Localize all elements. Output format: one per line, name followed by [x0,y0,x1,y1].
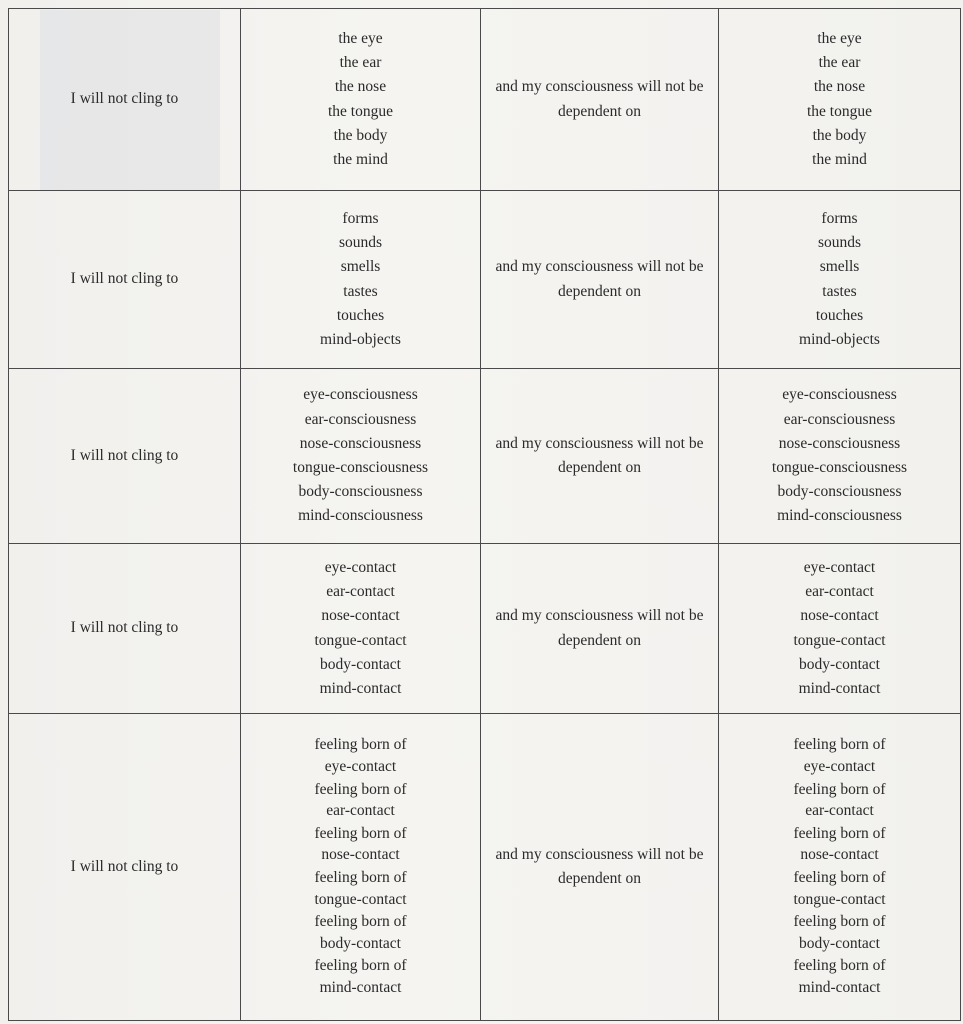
table-row [9,369,961,544]
list-item: sounds [817,234,862,252]
list-item: the ear [818,54,861,72]
sense-list-cell [719,191,961,369]
sense-list-cell [241,369,481,544]
sense-list-cell [241,9,481,191]
list-item: body-contact [320,655,401,673]
feeling-item [723,823,956,866]
list-item: mind-contact [319,978,402,996]
sense-list-cell [719,369,961,544]
list-item: body-consciousness [298,483,423,501]
list-item: ear-contact [805,802,874,820]
list-item: sounds [338,234,383,252]
list-item: mind-objects [320,330,401,348]
feeling-item [245,911,476,954]
list-item: ear-consciousness [304,410,417,428]
cling-label-cell [9,9,241,191]
list-item: the tongue [328,102,393,120]
sense-list-cell [719,544,961,714]
list-item: tongue-contact [793,631,886,649]
list-item: mind-consciousness [298,507,423,525]
list-item: smells [340,258,381,276]
cling-label-cell [9,369,241,544]
list-item: eye-contact [803,758,876,776]
dependence-cell [481,9,719,191]
list-item: mind-contact [319,679,402,697]
list-item: mind-contact [798,978,881,996]
feeling-prefix: feeling born of [314,957,407,975]
list-item: tongue-contact [314,890,407,908]
list-item: touches [815,306,864,324]
dependence-text: and my consciousness will not be dependent on [495,78,704,120]
feeling-list-cell [719,714,961,1021]
list-item: ear-contact [326,583,395,601]
list-item: the nose [813,78,866,96]
list-item: mind-consciousness [777,507,902,525]
list-item: forms [821,209,858,227]
feeling-item [723,911,956,954]
list-item: body-contact [799,934,880,952]
list-item: eye-consciousness [303,386,418,404]
list-item: nose-contact [800,607,879,625]
feeling-item [245,823,476,866]
cling-label-cell [9,191,241,369]
feeling-prefix: feeling born of [314,736,407,754]
feeling-item [245,867,476,910]
list-item: body-consciousness [777,483,902,501]
feeling-prefix: feeling born of [793,957,886,975]
list-item: smells [819,258,860,276]
list-item: nose-contact [321,846,400,864]
feeling-item [723,779,956,822]
cling-label-cell [9,544,241,714]
feeling-item [245,734,476,777]
list-item: the eye [817,29,862,47]
list-item: forms [342,209,379,227]
cling-label-cell [9,714,241,1021]
dependence-text: and my consciousness will not be dependent on [495,607,704,649]
cling-label: I will not cling to [70,90,179,108]
feeling-item [723,734,956,777]
dependence-text: and my consciousness will not be dependent on [495,845,704,887]
feeling-list-cell [241,714,481,1021]
list-item: eye-contact [803,558,876,576]
list-item: the ear [339,54,382,72]
list-item: touches [336,306,385,324]
table-row [9,191,961,369]
feeling-item [245,779,476,822]
list-item: body-contact [799,655,880,673]
feeling-item [723,867,956,910]
list-item: tongue-consciousness [771,459,908,476]
list-item: mind-contact [798,679,881,697]
list-item: eye-contact [324,558,397,576]
list-item: ear-contact [805,583,874,601]
feeling-prefix: feeling born of [793,913,886,931]
list-item: the body [333,126,388,144]
dependence-text: and my consciousness will not be dependent on [495,258,704,300]
cling-label: I will not cling to [70,446,179,464]
feeling-item [723,955,956,998]
list-item: eye-consciousness [782,386,897,404]
feeling-prefix: feeling born of [314,913,407,931]
table-row [9,544,961,714]
feeling-prefix: feeling born of [314,869,407,886]
list-item: tongue-consciousness [292,459,429,476]
list-item: tongue-contact [314,631,407,649]
list-item: nose-consciousness [778,434,901,452]
list-item: the mind [812,150,867,168]
list-item: body-contact [320,934,401,952]
cling-label: I will not cling to [70,270,179,288]
dependence-cell [481,544,719,714]
dependence-cell [481,191,719,369]
sense-list-cell [719,9,961,191]
list-item: the nose [334,78,387,96]
list-item: the eye [338,29,383,47]
list-item: ear-consciousness [783,410,896,428]
list-item: nose-contact [800,846,879,864]
list-item: nose-consciousness [299,434,422,452]
list-item: ear-contact [326,802,395,820]
feeling-prefix: feeling born of [793,824,886,842]
list-item: the tongue [807,102,872,120]
list-item: the body [812,126,867,144]
list-item: eye-contact [324,758,397,776]
dependence-text: and my consciousness will not be dependent on [495,434,704,476]
cling-label: I will not cling to [70,619,179,637]
list-item: mind-objects [799,330,880,348]
feeling-prefix: feeling born of [793,869,886,886]
feeling-prefix: feeling born of [314,780,407,798]
feeling-item [245,955,476,998]
list-item: tastes [822,282,857,300]
dependence-cell [481,714,719,1021]
dependence-cell [481,369,719,544]
list-item: the mind [333,150,388,168]
table-row [9,714,961,1021]
sense-list-cell [241,191,481,369]
table-row [9,9,961,191]
sense-list-cell [241,544,481,714]
feeling-prefix: feeling born of [793,736,886,754]
meditation-chant-table [8,8,961,1021]
cling-label: I will not cling to [70,857,179,875]
feeling-prefix: feeling born of [314,824,407,842]
feeling-prefix: feeling born of [793,780,886,798]
list-item: nose-contact [321,607,400,625]
list-item: tastes [343,282,378,300]
list-item: tongue-contact [793,890,886,908]
